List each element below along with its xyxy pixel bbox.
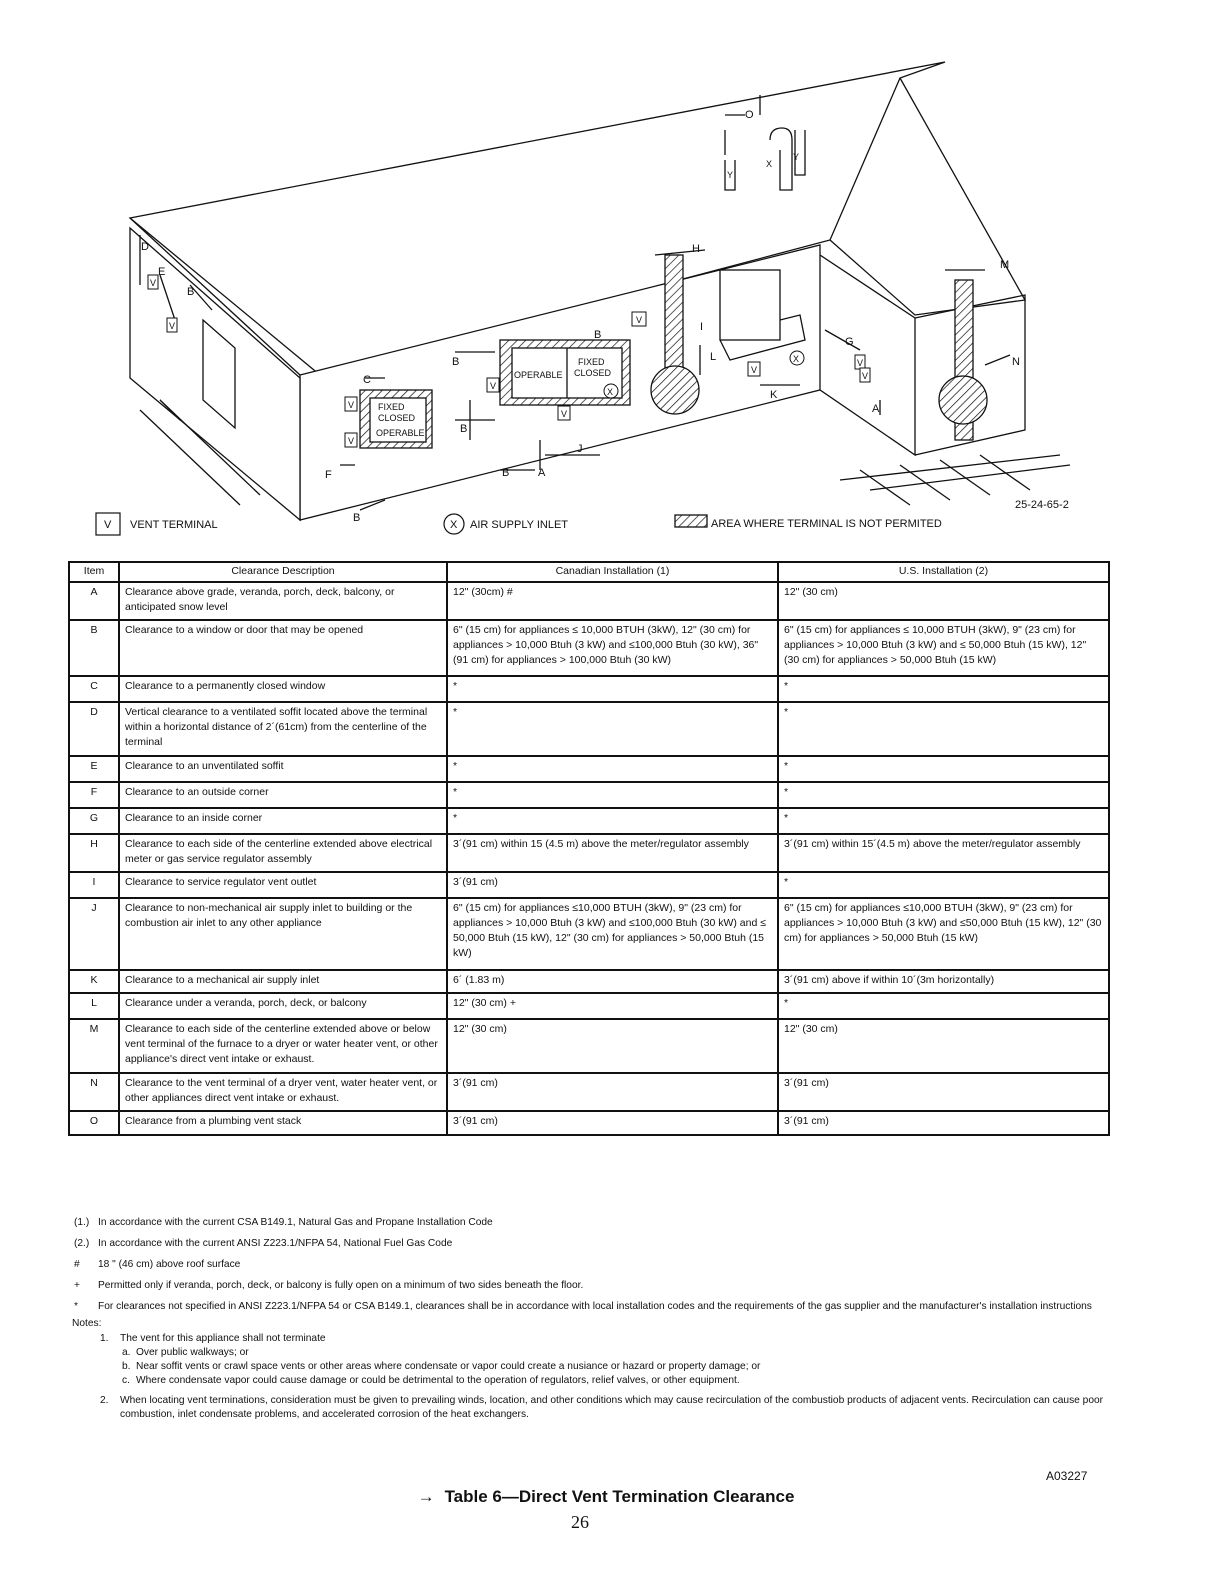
vent-terminal-mark-6: V (561, 409, 568, 419)
row-description: Clearance to each side of the centerline extended above electrical meter or gas service regulator assembly (119, 834, 447, 872)
footnote-mark: (2.) (74, 1238, 90, 1249)
footnote-text: In accordance with the current CSA B149.1, Natural Gas and Propane Installation Code (98, 1217, 493, 1228)
row-item: K (69, 970, 119, 993)
row-canadian: * (447, 676, 778, 702)
row-canadian: 3´(91 cm) within 15 (4.5 m) above the meter/regulator assembly (447, 834, 778, 872)
diagram-label-d: D (141, 241, 149, 253)
diagram-label-i: I (700, 321, 704, 333)
note-text: The vent for this appliance shall not terminate (120, 1333, 326, 1344)
vent-terminal-mark-2: V (169, 321, 176, 331)
table-row (69, 1073, 1109, 1111)
row-us: 12" (30 cm) (778, 582, 1109, 620)
page-number: 26 (571, 1512, 589, 1532)
table-row (69, 782, 1109, 808)
note-1a (74, 1346, 1114, 1360)
diagram-label-b5: B (594, 329, 602, 341)
diagram-label-b3: B (452, 356, 460, 368)
footnote-text: Permitted only if veranda, porch, deck, or balcony is fully open on a minimum of two sides beneath the floor. (98, 1280, 584, 1291)
note-text: Where condensate vapor could cause damage or could be detrimental to the operation of regulators, relief valves, or other equipment. (136, 1375, 740, 1386)
vent-legend-symbol: V (104, 519, 112, 531)
row-canadian: * (447, 782, 778, 808)
window-fixed-label: FIXED (378, 402, 405, 412)
vent-terminal-mark-8: V (751, 365, 758, 375)
diagram-label-f: F (325, 469, 332, 481)
row-us: 3´(91 cm) above if within 10´(3m horizontally) (778, 970, 1109, 993)
table-header-row (69, 562, 1109, 582)
note-1 (74, 1332, 1114, 1346)
row-description: Clearance to an unventilated soffit (119, 756, 447, 782)
footnote-text: For clearances not specified in ANSI Z223.1/NFPA 54 or CSA B149.1, clearances shall be in accordance with local installation codes and the requirements of the gas supplier and the manufacturer's installation instructions (98, 1301, 1092, 1312)
window-operable-label-2: OPERABLE (514, 370, 563, 380)
row-item: I (69, 872, 119, 898)
footnote-text: In accordance with the current ANSI Z223.1/NFPA 54, National Fuel Gas Code (98, 1238, 453, 1249)
row-description: Clearance under a veranda, porch, deck, or balcony (119, 993, 447, 1019)
table-row (69, 808, 1109, 834)
row-us: * (778, 872, 1109, 898)
footnote (74, 1237, 1114, 1251)
header-canadian: Canadian Installation (1) (447, 562, 778, 582)
footnote-text: 18 " (46 cm) above roof surface (98, 1259, 241, 1270)
row-canadian: 6" (15 cm) for appliances ≤ 10,000 BTUH (3kW), 12" (30 cm) for appliances > 10,000 Btuh (3 kW) and ≤100,000 Btuh (30 kW), 36" (91 cm) for appliances > 100,000 Btuh (30 kW) (447, 620, 778, 676)
row-canadian: 3´(91 cm) (447, 872, 778, 898)
row-item: C (69, 676, 119, 702)
vent-terminal-mark-10: V (862, 371, 869, 381)
header-us: U.S. Installation (2) (778, 562, 1109, 582)
row-item: F (69, 782, 119, 808)
table-row (69, 702, 1109, 756)
diagram-label-m: M (1000, 259, 1010, 271)
row-canadian: 12" (30 cm) (447, 1019, 778, 1073)
vent-terminal-mark-5: V (490, 381, 497, 391)
footnote (74, 1279, 1114, 1293)
caption-arrow: → (417, 1487, 435, 1506)
row-canadian: 3´(91 cm) (447, 1111, 778, 1135)
vent-terminal-mark-4: V (348, 436, 355, 446)
diagram-label-l: L (710, 351, 717, 363)
table-row (69, 898, 1109, 970)
row-us: 3´(91 cm) (778, 1073, 1109, 1111)
diagram-label-x: X (766, 159, 773, 169)
row-description: Clearance to a permanently closed window (119, 676, 447, 702)
diagram-label-y2: Y (793, 152, 800, 162)
table-row (69, 756, 1109, 782)
note-letter: c. (122, 1375, 130, 1386)
row-us: 3´(91 cm) within 15´(4.5 m) above the meter/regulator assembly (778, 834, 1109, 872)
table-row (69, 970, 1109, 993)
footnote-mark: (1.) (74, 1217, 90, 1228)
row-us: 6" (15 cm) for appliances ≤ 10,000 BTUH (3kW), 9" (23 cm) for appliances > 10,000 Btuh (3 kW) and ≤ 50,000 Btuh (15 kW), 12" (30 cm) for appliances > 50,000 Btuh (15 kW) (778, 620, 1109, 676)
row-description: Clearance to an inside corner (119, 808, 447, 834)
diagram-label-a2: A (872, 403, 880, 415)
window-fixed-label-2: FIXED (578, 357, 605, 367)
row-item: J (69, 898, 119, 970)
row-us: * (778, 782, 1109, 808)
row-description: Clearance to the vent terminal of a dryer vent, water heater vent, or other appliances direct vent intake or exhaust. (119, 1073, 447, 1111)
figure-id: 25-24-65-2 (1015, 499, 1069, 511)
row-item: G (69, 808, 119, 834)
vent-terminal-mark-7: V (636, 315, 643, 325)
row-description: Clearance to a window or door that may be opened (119, 620, 447, 676)
table-caption (0, 1487, 1212, 1507)
note-text: Over public walkways; or (136, 1347, 249, 1358)
clearance-table-container (68, 561, 1108, 1136)
note-number: 2. (100, 1395, 109, 1406)
row-us: * (778, 808, 1109, 834)
row-item: N (69, 1073, 119, 1111)
diagram-label-e: E (158, 266, 166, 278)
row-us: 6" (15 cm) for appliances ≤10,000 BTUH (3kW), 9" (23 cm) for appliances > 10,000 Btuh (3 kW) and ≤50,000 Btuh (15 kW), 12" (30 cm) for appliances > 50,000 Btuh (15 kW) (778, 898, 1109, 970)
table-row (69, 993, 1109, 1019)
row-canadian: 6" (15 cm) for appliances ≤10,000 BTUH (3kW), 9" (23 cm) for appliances > 10,000 Btuh (3 kW) and ≤100,000 Btuh (30 kW) and ≤ 50,000 Btuh (15 kW), 12" (30 cm) for appliances > 50,000 Btuh (15 kW) (447, 898, 778, 970)
window-closed-label-2: CLOSED (574, 368, 612, 378)
row-us: 3´(91 cm) (778, 1111, 1109, 1135)
table-row (69, 620, 1109, 676)
footnote-mark: + (74, 1280, 80, 1291)
row-item: D (69, 702, 119, 756)
air-inlet-mark-2: X (793, 354, 800, 364)
diagram-label-n: N (1012, 356, 1020, 368)
window-operable-label: OPERABLE (376, 428, 425, 438)
row-description: Clearance from a plumbing vent stack (119, 1111, 447, 1135)
row-canadian: 6´ (1.83 m) (447, 970, 778, 993)
vent-legend-label: VENT TERMINAL (130, 519, 218, 531)
row-item: L (69, 993, 119, 1019)
row-canadian: 12" (30 cm) + (447, 993, 778, 1019)
row-item: A (69, 582, 119, 620)
diagram-label-b4: B (460, 423, 468, 435)
area-legend-label: AREA WHERE TERMINAL IS NOT PERMITED (711, 518, 942, 530)
table-row (69, 872, 1109, 898)
footnote (74, 1300, 1114, 1314)
air-legend-symbol: X (450, 519, 458, 531)
row-canadian: 12" (30cm) # (447, 582, 778, 620)
note-2 (74, 1394, 1114, 1422)
row-description: Clearance to an outside corner (119, 782, 447, 808)
row-us: * (778, 756, 1109, 782)
row-us: 12" (30 cm) (778, 1019, 1109, 1073)
row-us: * (778, 993, 1109, 1019)
table-row (69, 1019, 1109, 1073)
footnote (74, 1258, 1114, 1272)
vent-terminal-mark-3: V (348, 400, 355, 410)
note-letter: b. (122, 1361, 131, 1372)
note-1c (74, 1374, 1114, 1388)
note-text: When locating vent terminations, consideration must be given to prevailing winds, location, and other conditions which may cause recirculation of the combustiob products of adjacent vents. Recirculation can cause poor combustion, inlet condensate problems, and accelerated corrosion of the heat exchangers. (120, 1395, 1104, 1420)
row-item: O (69, 1111, 119, 1135)
row-canadian: * (447, 756, 778, 782)
header-description: Clearance Description (119, 562, 447, 582)
row-item: M (69, 1019, 119, 1073)
diagram-label-h: H (692, 243, 700, 255)
clearance-table (68, 561, 1110, 1136)
footnote-mark: * (74, 1301, 78, 1312)
table-row (69, 1111, 1109, 1135)
row-description: Clearance to non-mechanical air supply inlet to building or the combustion air inlet to any other appliance (119, 898, 447, 970)
table-row (69, 582, 1109, 620)
figure-code: A03227 (1046, 1469, 1088, 1483)
vent-terminal-mark-1: V (150, 278, 157, 288)
vent-clearance-diagram (0, 0, 1212, 560)
diagram-label-b2: B (502, 467, 510, 479)
header-item: Item (69, 562, 119, 582)
diagram-label-b: B (187, 286, 195, 298)
row-item: H (69, 834, 119, 872)
footnotes (74, 1216, 1114, 1422)
row-description: Clearance to a mechanical air supply inlet (119, 970, 447, 993)
row-description: Clearance above grade, veranda, porch, deck, balcony, or anticipated snow level (119, 582, 447, 620)
caption-text: Table 6—Direct Vent Termination Clearance (444, 1487, 795, 1506)
table-row (69, 834, 1109, 872)
row-canadian: * (447, 702, 778, 756)
diagram-label-j: J (577, 443, 583, 455)
note-1b (74, 1360, 1114, 1374)
row-us: * (778, 676, 1109, 702)
footnote (74, 1216, 1114, 1230)
row-description: Clearance to each side of the centerline extended above or below vent terminal of the furnace to a dryer or water heater vent, or other appliance's direct vent intake or exhaust. (119, 1019, 447, 1073)
note-text: Near soffit vents or crawl space vents or other areas where condensate or vapor could create a nusiance or hazard or property damage; or (136, 1361, 761, 1372)
table-row (69, 676, 1109, 702)
row-canadian: 3´(91 cm) (447, 1073, 778, 1111)
vent-terminal-mark-9: V (857, 358, 864, 368)
air-legend-label: AIR SUPPLY INLET (470, 519, 569, 531)
note-letter: a. (122, 1347, 131, 1358)
diagram-label-b6: B (353, 512, 361, 524)
diagram-label-a: A (538, 467, 546, 479)
diagram-label-o: O (745, 109, 754, 121)
diagram-label-y: Y (727, 170, 734, 180)
note-number: 1. (100, 1333, 109, 1344)
row-description: Vertical clearance to a ventilated soffit located above the terminal within a horizontal distance of 2´(61cm) from the centerline of the terminal (119, 702, 447, 756)
row-item: E (69, 756, 119, 782)
diagram-label-c: C (363, 374, 371, 386)
diagram-label-k: K (770, 389, 778, 401)
diagram-label-g: G (845, 336, 854, 348)
footnote-mark: # (74, 1259, 80, 1270)
row-description: Clearance to service regulator vent outlet (119, 872, 447, 898)
notes-title: Notes: (72, 1318, 102, 1329)
air-inlet-mark-1: X (607, 387, 614, 397)
window-closed-label: CLOSED (378, 413, 416, 423)
row-canadian: * (447, 808, 778, 834)
row-item: B (69, 620, 119, 676)
row-us: * (778, 702, 1109, 756)
